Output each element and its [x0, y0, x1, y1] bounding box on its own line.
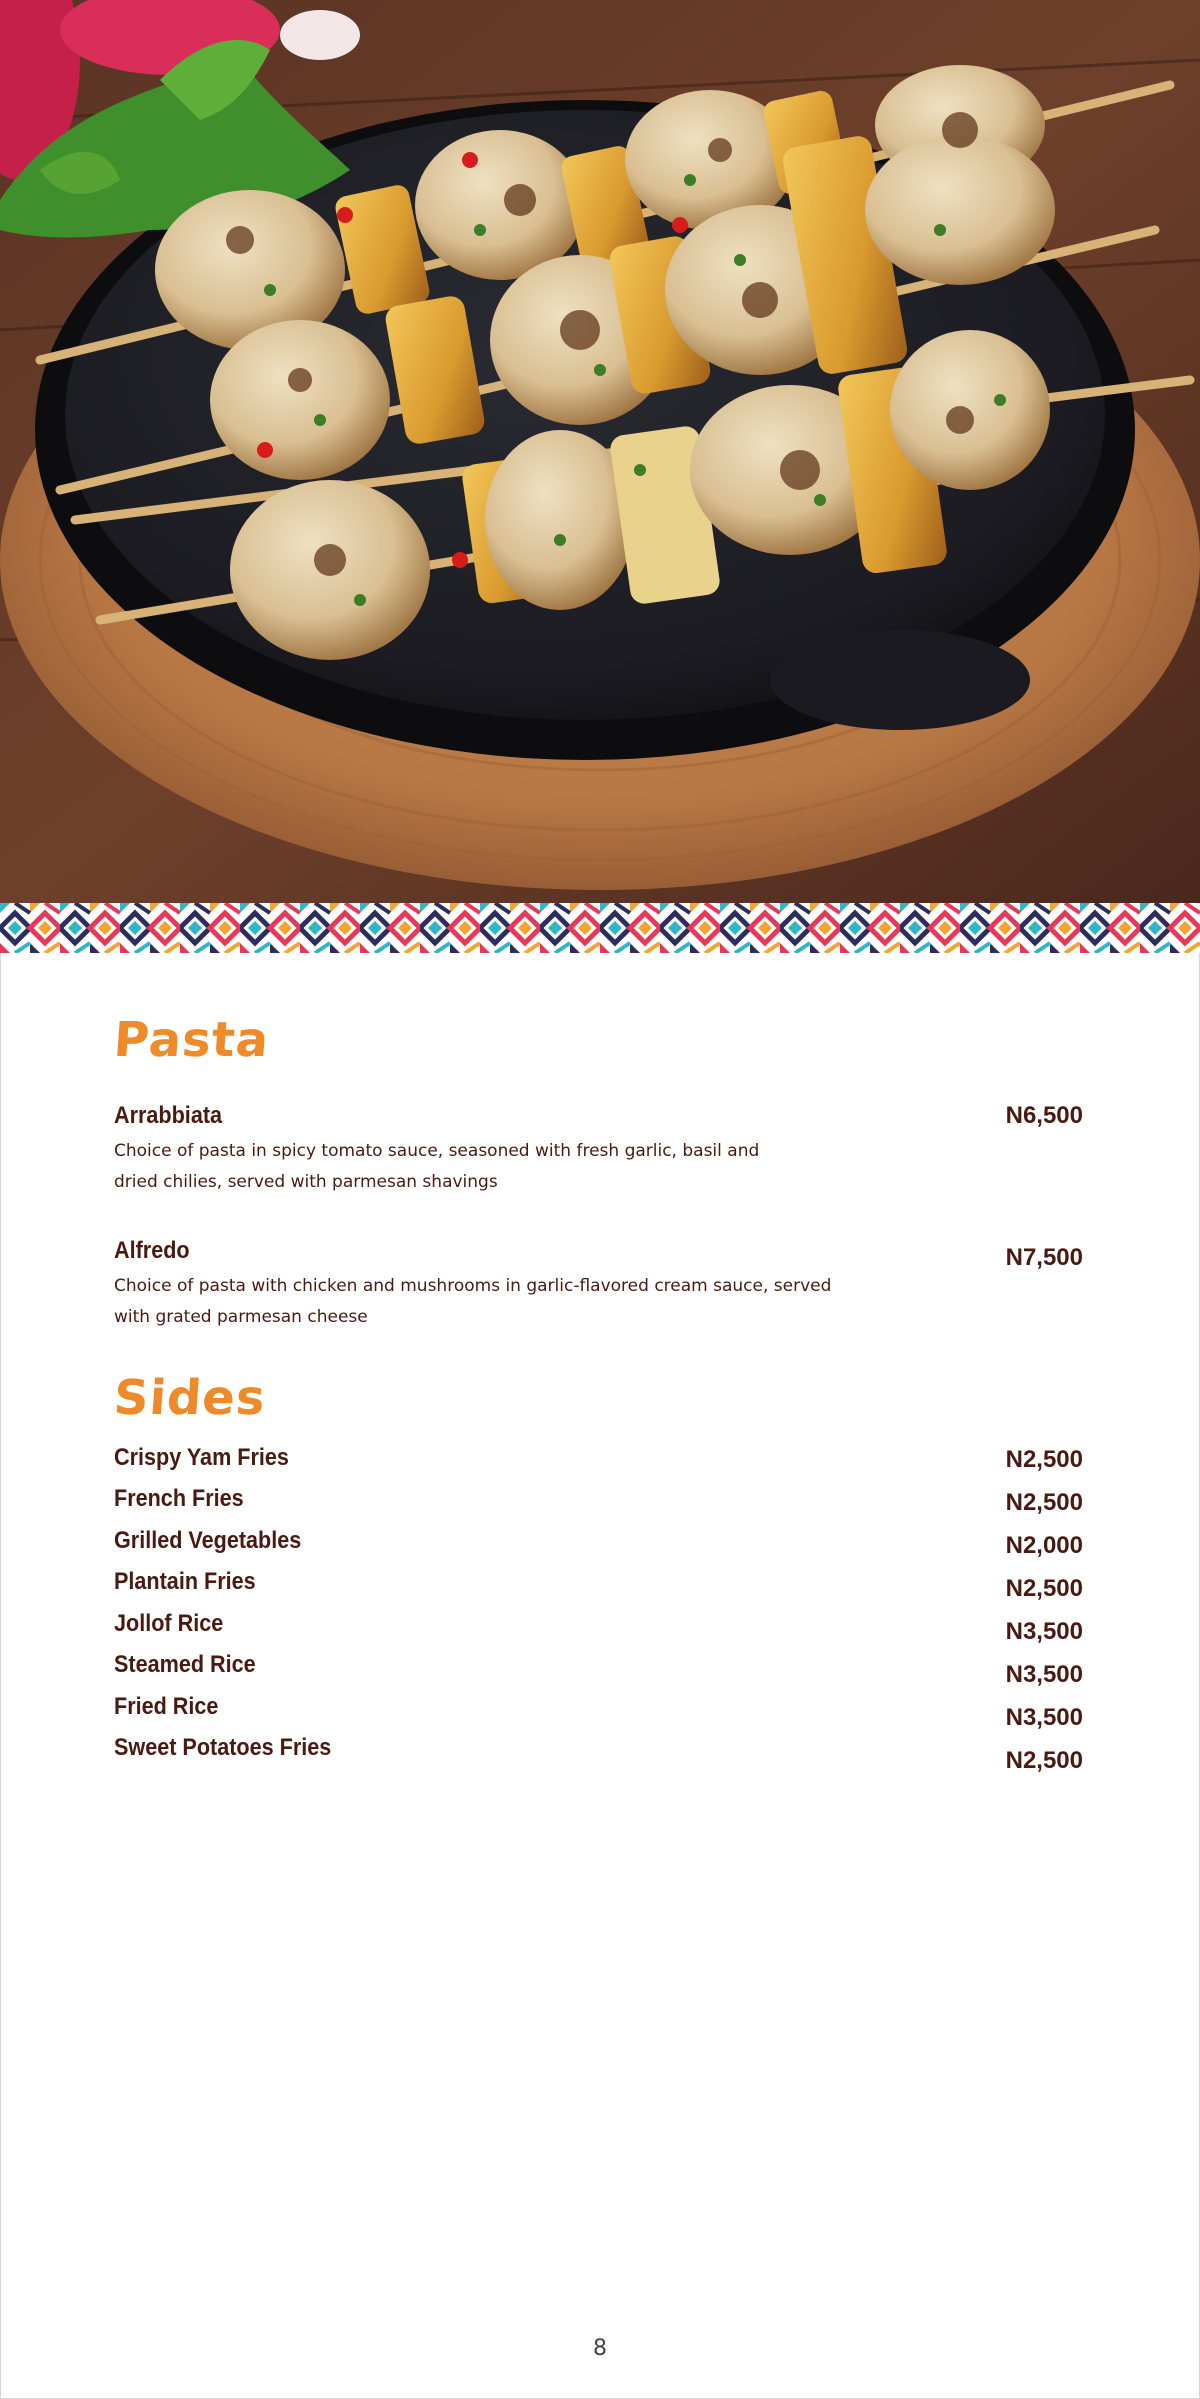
description-line: Choice of pasta in spicy tomato sauce, seasoned with fresh garlic, basil and [114, 1141, 760, 1161]
page-number: 8 [593, 2336, 607, 2361]
menu-item-name: Grilled Vegetables [114, 1527, 302, 1554]
menu-item-price: N3,500 [1005, 1704, 1083, 1731]
menu-item-price: N2,500 [1005, 1575, 1083, 1602]
section-title-pasta: Pasta [112, 1012, 272, 1068]
menu-item-name: Sweet Potatoes Fries [114, 1734, 332, 1761]
description-line: Choice of pasta with chicken and mushrooms in garlic-flavored cream sauce, served [114, 1276, 832, 1296]
menu-item-price: N3,500 [1005, 1661, 1083, 1688]
menu-item-name: Fried Rice [114, 1693, 219, 1720]
menu-item-name: Crispy Yam Fries [114, 1444, 289, 1471]
menu-item-price: N3,500 [1005, 1618, 1083, 1645]
menu-item-price: N6,500 [1005, 1102, 1083, 1129]
menu-item-name: Arrabbiata [114, 1102, 223, 1129]
menu-item-price: N2,500 [1005, 1446, 1083, 1473]
menu-item-name: Jollof Rice [114, 1610, 224, 1637]
menu-item-description [114, 1136, 759, 1198]
menu-item-name: Steamed Rice [114, 1651, 256, 1678]
section-title-sides: Sides [112, 1370, 268, 1426]
menu-item-name: Plantain Fries [114, 1568, 256, 1595]
hero-food-photo [0, 0, 1200, 903]
description-line: dried chilies, served with parmesan shavings [114, 1172, 498, 1192]
menu-item-price: N2,000 [1005, 1532, 1083, 1559]
menu-item-name: French Fries [114, 1485, 244, 1512]
decorative-pattern-band [0, 903, 1200, 953]
menu-item-price: N2,500 [1005, 1489, 1083, 1516]
menu-item-price: N2,500 [1005, 1747, 1083, 1774]
menu-item-price: N7,500 [1005, 1244, 1083, 1271]
menu-item-description [114, 1271, 831, 1333]
description-line: with grated parmesan cheese [114, 1307, 368, 1327]
menu-item-name: Alfredo [114, 1237, 190, 1264]
